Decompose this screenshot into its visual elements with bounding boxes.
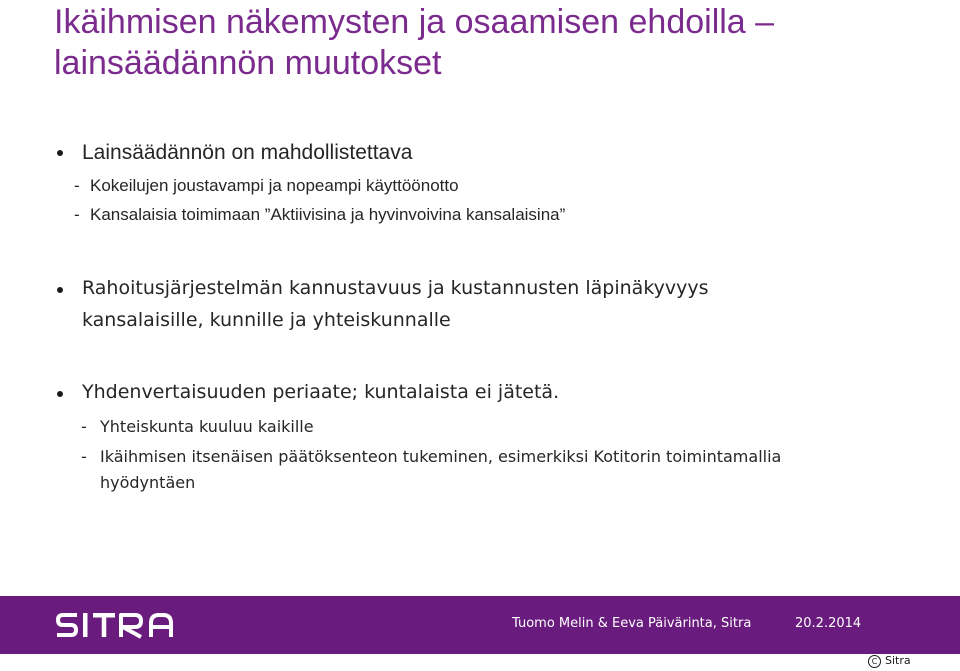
bullet-1-text: Lainsäädännön on mahdollistettava (82, 141, 413, 164)
bullet-3-sub-2-line-2: hyödyntäen (100, 473, 196, 492)
bullet-2-line-2: kansalaisille, kunnille ja yhteiskunnalle (82, 309, 451, 331)
bullet-3-sub-2-dash: - (81, 447, 87, 466)
bullet-3-sub-1-dash: - (81, 417, 87, 436)
sitra-logo (55, 610, 173, 640)
footer-date: 20.2.2014 (795, 616, 862, 631)
footer-bar (0, 596, 960, 654)
copyright-notice (868, 654, 911, 668)
footer-presenters: Tuomo Melin & Eeva Päivärinta, Sitra (512, 616, 752, 631)
bullet-2-dot (57, 287, 63, 293)
bullet-1-sub-1-dash: - (74, 176, 80, 195)
bullet-1-dot (57, 150, 63, 156)
bullet-1-sub-2-dash: - (74, 205, 80, 224)
bullet-3-text: Yhdenvertaisuuden periaate; kuntalaista ei jätetä. (82, 381, 560, 403)
bullet-3-dot (57, 391, 63, 397)
copyright-text: Sitra (885, 654, 911, 667)
copyright-icon: C (868, 655, 881, 668)
bullet-1-sub-2-text: Kansalaisia toimimaan ”Aktiivisina ja hyvinvoivina kansalaisina” (90, 205, 566, 224)
bullet-2-line-1: Rahoitusjärjestelmän kannustavuus ja kustannusten läpinäkyvyys (82, 277, 709, 299)
slide-title-line-2: lainsäädännön muutokset (54, 44, 442, 82)
bullet-1-sub-1-text: Kokeilujen joustavampi ja nopeampi käyttöönotto (90, 176, 459, 195)
bullet-3-sub-2-line-1: Ikäihmisen itsenäisen päätöksenteon tukeminen, esimerkiksi Kotitorin toimintamallia (100, 447, 782, 466)
bullet-3-sub-1-text: Yhteiskunta kuuluu kaikille (100, 417, 314, 436)
slide-title-line-1: Ikäihmisen näkemysten ja osaamisen ehdoilla – (54, 3, 775, 41)
